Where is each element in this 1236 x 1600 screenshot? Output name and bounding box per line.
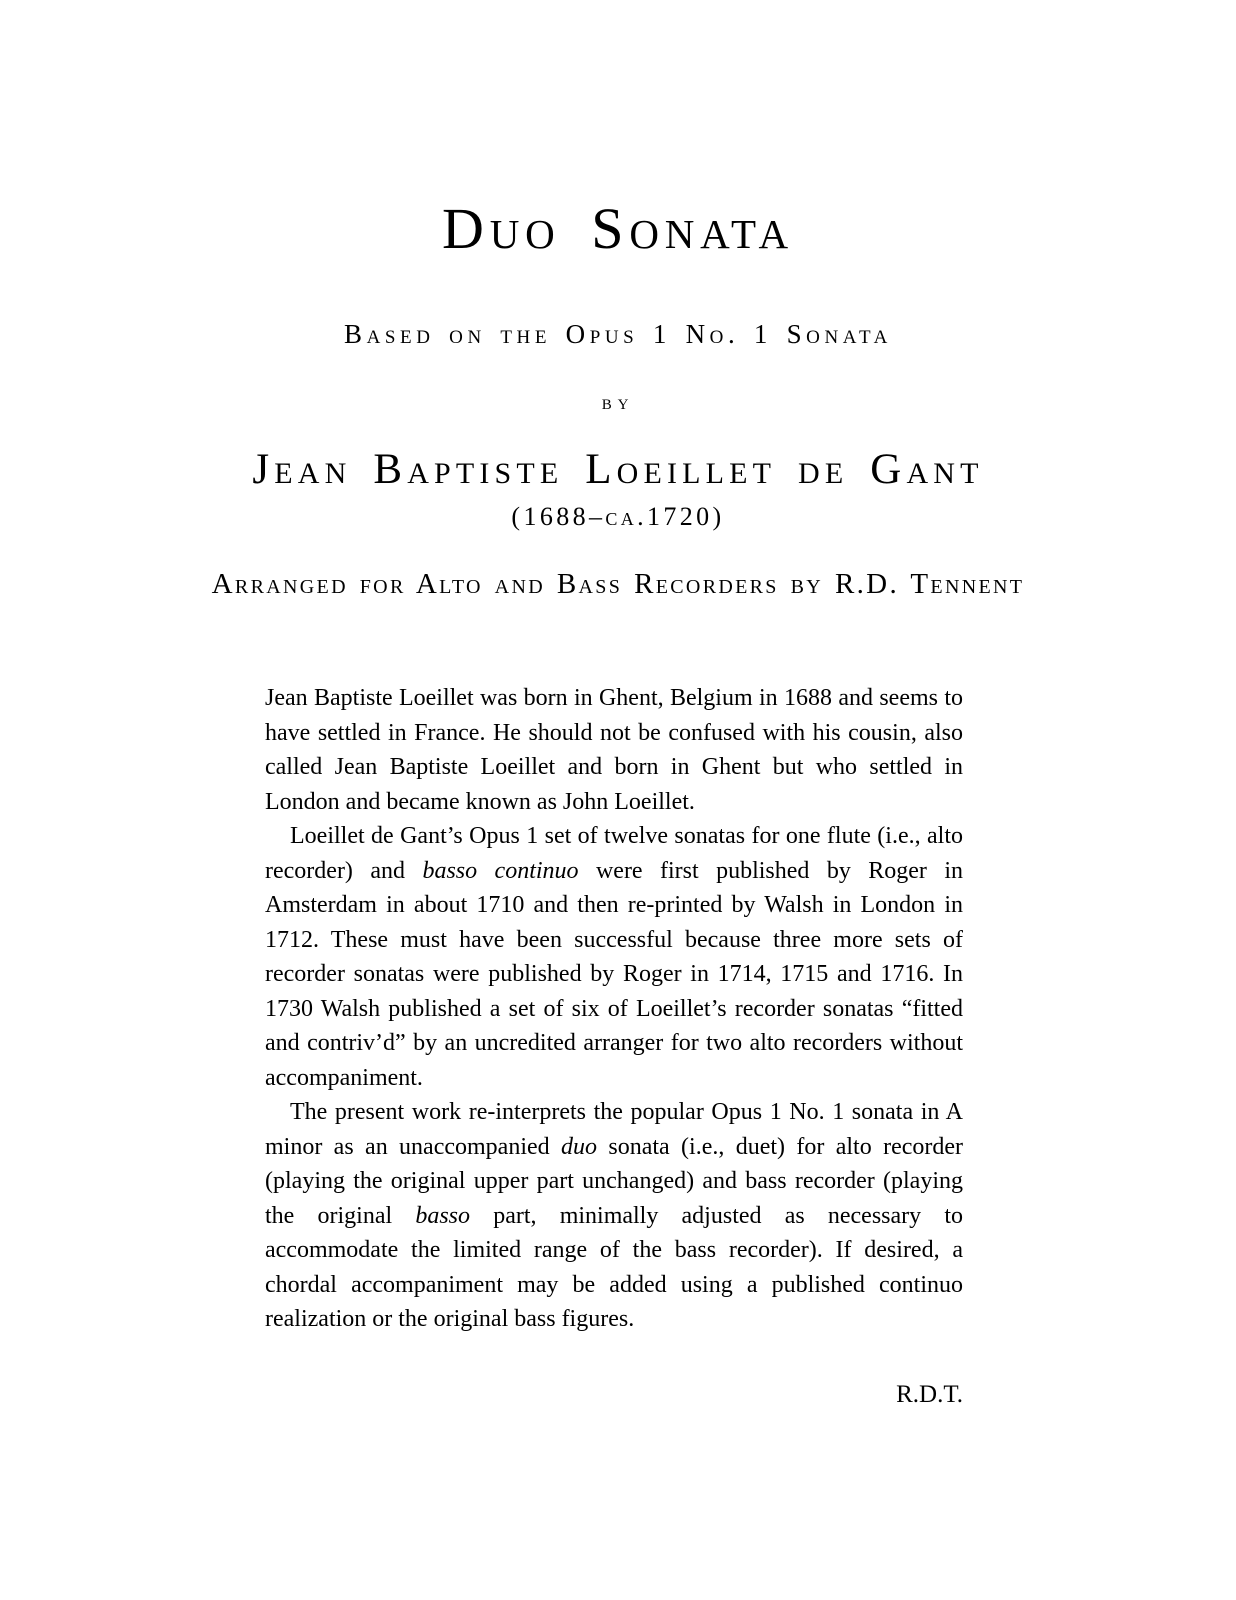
byline: by bbox=[601, 389, 635, 414]
composer-dates: (1688–ca.1720) bbox=[511, 502, 725, 532]
body-text bbox=[265, 681, 963, 1337]
body-paragraph bbox=[265, 1095, 963, 1337]
italic-text-segment: basso bbox=[415, 1202, 471, 1229]
text-segment: Loeillet de Gant’s Opus 1 set of twelve sonatas for one flute (i.e., alto recorder) and bbox=[265, 823, 963, 884]
text-segment: sonata (i.e., duet) for alto recorder (playing the original upper part unchanged) and bass recorder (playing the original bbox=[265, 1133, 964, 1229]
body-paragraph bbox=[265, 819, 963, 1095]
arrangement-credit: Arranged for Alto and Bass Recorders by R.D. Tennent bbox=[211, 568, 1025, 601]
text-segment: part, minimally adjusted as necessary to accommodate the limited range of the bass recorder). If desired, a chordal accompaniment may be added using a published continuo realization or the original bass figures. bbox=[265, 1202, 963, 1333]
italic-text-segment: basso continuo bbox=[422, 857, 579, 884]
text-segment: The present work re-interprets the popular Opus 1 No. 1 sonata in A minor as an unaccompanied bbox=[265, 1099, 963, 1160]
italic-text-segment: duo bbox=[561, 1133, 598, 1160]
page-title: Duo Sonata bbox=[442, 196, 794, 261]
text-segment: Jean Baptiste Loeillet was born in Ghent, Belgium in 1688 and seems to have settled in France. He should not be confused with his cousin, also called Jean Baptiste Loeillet and born in Ghent but who settled in London and became known as John Loeillet. bbox=[265, 685, 963, 815]
subtitle: Based on the Opus 1 No. 1 Sonata bbox=[343, 318, 892, 349]
arranger-initials: R.D.T. bbox=[896, 1380, 963, 1408]
composer-name: Jean Baptiste Loeillet de Gant bbox=[252, 445, 984, 493]
text-segment: were first published by Roger in Amsterdam in about 1710 and then re-printed by Walsh in London in 1712. These must have been successful because three more sets of recorder sonatas were published by Roger in 1714, 1715 and 1716. In 1730 Walsh published a set of six of Loeillet’s recorder sonatas “fitted and contriv’d” by an uncredited arranger for two alto recorders without accompaniment. bbox=[265, 857, 964, 1091]
body-paragraph bbox=[265, 681, 963, 819]
